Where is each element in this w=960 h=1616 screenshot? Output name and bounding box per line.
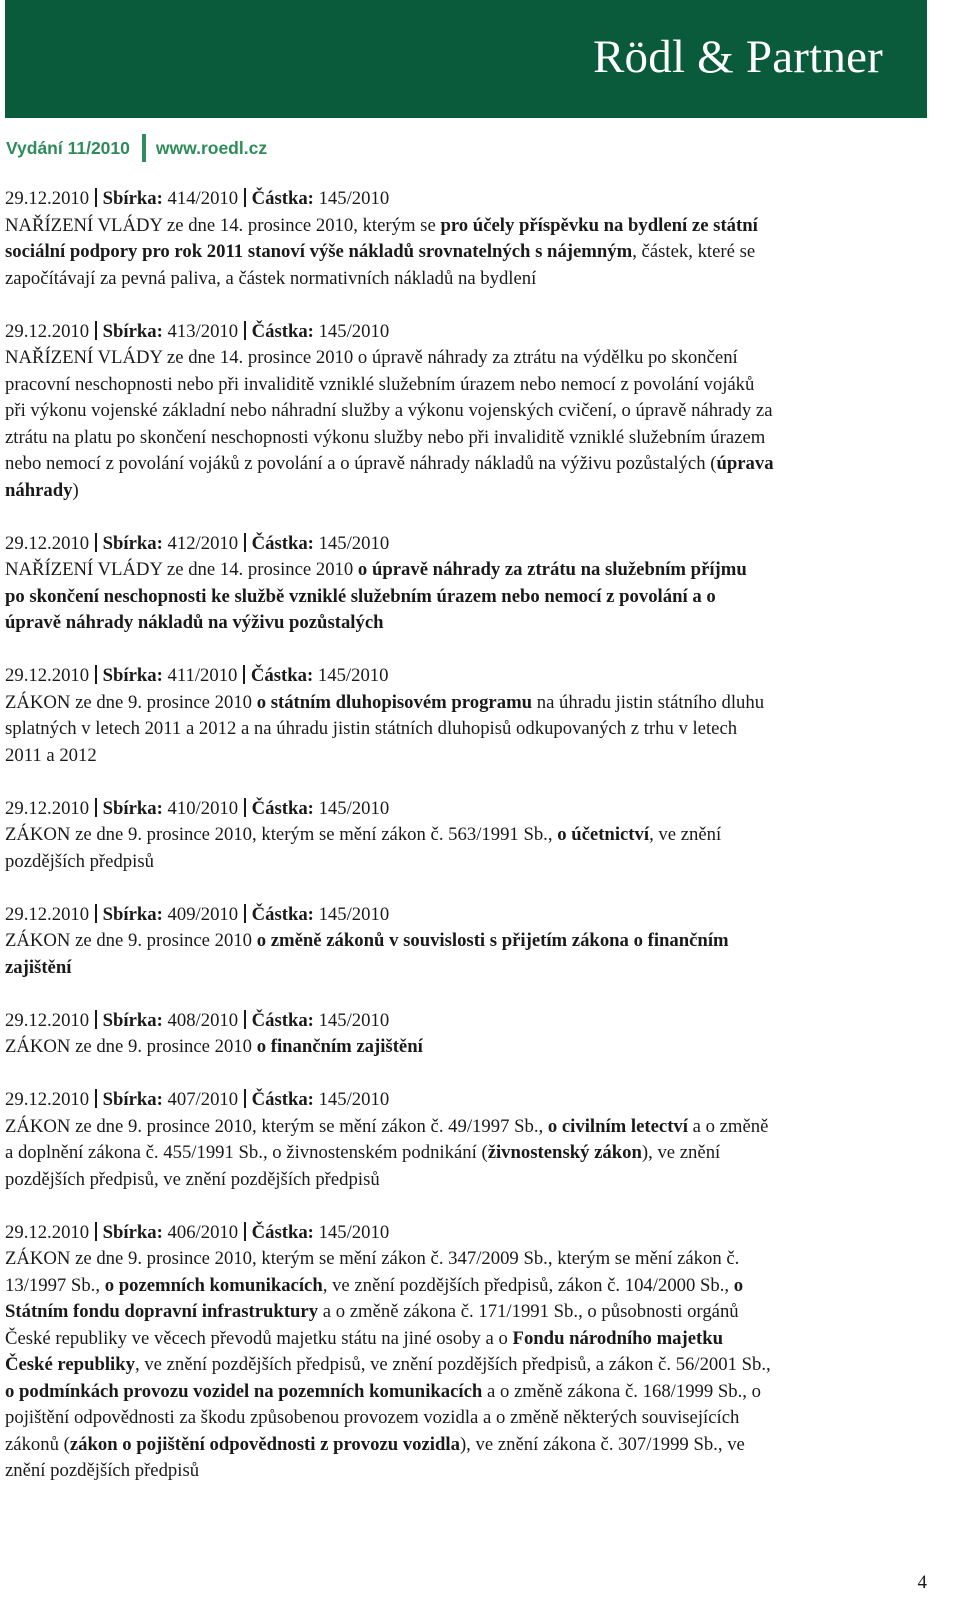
company-logo: Rödl & Partner — [593, 31, 883, 83]
entry-text-line — [5, 266, 930, 293]
entry-header — [5, 186, 930, 213]
castka-number: 145/2010 — [318, 1221, 390, 1243]
entry-text-line — [5, 1034, 930, 1061]
castka-label: Částka: — [251, 797, 314, 819]
sbirka-number: 413/2010 — [167, 320, 239, 342]
entry-text-line — [5, 1114, 930, 1141]
legislation-entry — [5, 1087, 930, 1193]
entry-text: ), ve znění — [641, 1142, 721, 1163]
entry-text: ) — [72, 479, 79, 501]
entry-text-line — [5, 345, 930, 372]
castka-number: 145/2010 — [317, 665, 389, 686]
castka-number: 145/2010 — [318, 320, 390, 342]
entry-header — [5, 663, 930, 690]
emphasized-text: o finančním zajištění — [256, 1036, 423, 1057]
emphasized-text: České republiky — [5, 1354, 135, 1375]
sbirka-label: Sbírka: — [102, 320, 163, 342]
entry-text-line — [5, 1167, 930, 1194]
emphasized-text: úprava — [716, 453, 774, 474]
entry-date: 29.12.2010 — [5, 1089, 90, 1110]
entry-text-line — [5, 822, 930, 849]
entry-text-line — [5, 1326, 930, 1353]
entry-header — [5, 1008, 930, 1035]
castka-label: Částka: — [251, 1221, 314, 1243]
header-separator — [244, 321, 246, 340]
header-separator — [244, 1222, 246, 1241]
castka-label: Částka: — [251, 532, 314, 554]
legislation-entry — [5, 796, 930, 876]
castka-label: Částka: — [251, 1009, 314, 1031]
emphasized-text: Fondu národního majetku — [512, 1327, 724, 1349]
legislation-entry — [5, 531, 930, 637]
entry-text-line — [5, 1352, 930, 1379]
entry-text: 13/1997 Sb., — [5, 1274, 105, 1296]
sbirka-label: Sbírka: — [102, 665, 163, 686]
entry-text-line — [5, 1140, 930, 1167]
entry-text: ztrátu na platu po skončení neschopnosti výkonu služby nebo při invaliditě vzniklé služebním úrazem — [5, 426, 766, 448]
entry-text: zákonů ( — [5, 1433, 70, 1455]
entry-text: na úhradu jistin státního dluhu — [532, 691, 765, 713]
emphasized-text: po skončení neschopnosti ke službě vzniklé služebním úrazem nebo nemocí z povolání a o — [5, 585, 716, 607]
header-separator — [95, 904, 97, 923]
sbirka-number: 406/2010 — [167, 1221, 239, 1243]
entry-text: ZÁKON ze dne 9. prosince 2010, kterým se mění zákon č. 347/2009 Sb., kterým se mění zákon č. — [5, 1248, 740, 1269]
entry-text: , ve znění pozdějších předpisů, zákon č. 104/2000 Sb., — [322, 1274, 734, 1296]
entry-header — [5, 319, 930, 346]
castka-number: 145/2010 — [318, 1009, 390, 1031]
header-separator — [243, 665, 245, 684]
emphasized-text: zajištění — [5, 956, 72, 978]
emphasized-text: sociální podpory pro rok 2011 stanoví výše nákladů srovnatelných s nájemným — [5, 241, 633, 262]
emphasized-text: o civilním letectví — [547, 1115, 688, 1137]
header-separator — [244, 188, 246, 207]
edition-line — [6, 133, 267, 163]
entry-text-line — [5, 584, 930, 611]
entry-text: započítávají za pevná paliva, a částek normativních nákladů na bydlení — [5, 267, 537, 289]
entry-text: ZÁKON ze dne 9. prosince 2010 — [5, 691, 257, 713]
header-separator — [244, 1010, 246, 1029]
entry-text: ), ve znění zákona č. 307/1999 Sb., ve — [459, 1433, 745, 1455]
entry-text: NAŘÍZENÍ VLÁDY ze dne 14. prosince 2010 o úpravě náhrady za ztrátu na výdělku po skončení — [5, 347, 738, 368]
entry-text: a doplnění zákona č. 455/1991 Sb., o živnostenském podnikání ( — [5, 1142, 488, 1163]
emphasized-text: o — [733, 1274, 744, 1296]
entry-header — [5, 1087, 930, 1114]
sbirka-number: 414/2010 — [167, 188, 239, 209]
entry-header — [5, 796, 930, 823]
header-separator — [95, 1222, 97, 1241]
entry-text-line — [5, 1273, 930, 1300]
sbirka-label: Sbírka: — [102, 532, 163, 554]
header-separator — [95, 665, 97, 684]
emphasized-text: úpravě náhrady nákladů na výživu pozůstalých — [5, 612, 384, 633]
entry-text: při výkonu vojenské základní nebo náhradní služby a výkonu vojenských cvičení, o úpravě náhrady za — [5, 400, 773, 421]
sbirka-number: 409/2010 — [167, 903, 239, 925]
entry-text-line — [5, 1246, 930, 1273]
emphasized-text: o změně zákonů v souvislosti s přijetím zákona o finančním — [256, 930, 729, 951]
edition-separator — [142, 134, 146, 162]
sbirka-number: 412/2010 — [167, 532, 239, 554]
entry-text: NAŘÍZENÍ VLÁDY ze dne 14. prosince 2010, kterým se — [5, 214, 441, 236]
emphasized-text: Státním fondu dopravní infrastruktury — [5, 1301, 319, 1322]
entry-text: nebo nemocí z povolání vojáků z povolání a o úpravě náhrady nákladů na výživu pozůstalých ( — [5, 453, 717, 474]
entry-text-line — [5, 1432, 930, 1459]
entry-text: , ve znění pozdějších předpisů, ve znění pozdějších předpisů, a zákon č. 56/2001 Sb., — [134, 1354, 771, 1375]
legislation-entry — [5, 902, 930, 982]
emphasized-text: zákon o pojištění odpovědnosti z provozu vozidla — [69, 1433, 460, 1455]
legislation-entry — [5, 186, 930, 292]
entry-text: , ve znění — [649, 824, 722, 845]
entry-date: 29.12.2010 — [5, 532, 90, 554]
entry-text-line — [5, 928, 930, 955]
entry-text: , částek, které se — [632, 241, 756, 262]
emphasized-text: o účetnictví — [557, 824, 650, 845]
entry-text: ZÁKON ze dne 9. prosince 2010 — [5, 930, 257, 951]
entry-text-line — [5, 849, 930, 876]
entry-text-line — [5, 239, 930, 266]
castka-label: Částka: — [251, 188, 314, 209]
header-separator — [244, 1089, 246, 1108]
entry-date: 29.12.2010 — [5, 1221, 90, 1243]
castka-number: 145/2010 — [318, 532, 390, 554]
entry-text-line — [5, 425, 930, 452]
page-number: 4 — [917, 1572, 927, 1593]
castka-label: Částka: — [250, 665, 314, 686]
entry-text: a o změně zákona č. 171/1991 Sb., o působnosti orgánů — [318, 1301, 739, 1322]
castka-label: Částka: — [251, 320, 314, 342]
emphasized-text: náhrady — [5, 479, 73, 501]
sbirka-label: Sbírka: — [102, 1221, 163, 1243]
sbirka-number: 411/2010 — [167, 665, 238, 686]
legislation-entry — [5, 319, 930, 505]
header-separator — [95, 798, 97, 817]
entry-text-line — [5, 1405, 930, 1432]
sbirka-label: Sbírka: — [102, 1009, 163, 1031]
header-separator — [95, 1010, 97, 1029]
legislation-list — [5, 186, 930, 1511]
legislation-entry — [5, 1008, 930, 1061]
entry-text: znění pozdějších předpisů — [5, 1460, 200, 1481]
entry-text-line — [5, 213, 930, 240]
entry-text: 2011 a 2012 — [5, 744, 97, 766]
castka-label: Částka: — [251, 1089, 314, 1110]
entry-header — [5, 1220, 930, 1247]
entry-text-line — [5, 478, 930, 505]
entry-text-line — [5, 372, 930, 399]
header-separator — [95, 533, 97, 552]
entry-text: splatných v letech 2011 a 2012 a na úhradu jistin státních dluhopisů odkupovaných z trhu v letech — [5, 718, 738, 739]
entry-date: 29.12.2010 — [5, 1009, 90, 1031]
entry-text: ZÁKON ze dne 9. prosince 2010, kterým se mění zákon č. 563/1991 Sb., — [5, 824, 558, 845]
emphasized-text: živnostenský zákon — [487, 1142, 642, 1163]
emphasized-text: o pozemních komunikacích — [104, 1274, 323, 1296]
entry-text-line — [5, 451, 930, 478]
edition-label: Vydání 11/2010 — [6, 137, 130, 158]
sbirka-number: 410/2010 — [167, 797, 239, 819]
header-separator — [95, 1089, 97, 1108]
entry-text: a o změně — [687, 1115, 769, 1137]
entry-text-line — [5, 716, 930, 743]
entry-text-line — [5, 1458, 930, 1485]
header-separator — [244, 904, 246, 923]
entry-text: a o změně zákona č. 168/1999 Sb., o — [482, 1380, 761, 1402]
castka-label: Částka: — [251, 903, 314, 925]
emphasized-text: pro účely příspěvku na bydlení ze státní — [440, 214, 758, 236]
entry-date: 29.12.2010 — [5, 797, 90, 819]
entry-text: ZÁKON ze dne 9. prosince 2010, kterým se mění zákon č. 49/1997 Sb., — [5, 1115, 548, 1137]
entry-text: pracovní neschopnosti nebo při invaliditě vzniklé služebním úrazem nebo nemocí z povolání vojáků — [5, 373, 755, 395]
entry-text-line — [5, 690, 930, 717]
header-separator — [244, 798, 246, 817]
entry-text: pojištění odpovědnosti za škodu způsobenou provozem vozidla a o změně některých souvisejících — [5, 1407, 740, 1428]
castka-number: 145/2010 — [318, 188, 390, 209]
castka-number: 145/2010 — [318, 903, 390, 925]
entry-text-line — [5, 743, 930, 770]
sbirka-label: Sbírka: — [102, 903, 163, 925]
sbirka-label: Sbírka: — [102, 797, 163, 819]
entry-text-line — [5, 398, 930, 425]
entry-text: pozdějších předpisů, ve znění pozdějších předpisů — [5, 1168, 380, 1190]
entry-text-line — [5, 557, 930, 584]
entry-header — [5, 531, 930, 558]
entry-text-line — [5, 955, 930, 982]
legislation-entry — [5, 1220, 930, 1485]
castka-number: 145/2010 — [318, 797, 390, 819]
entry-date: 29.12.2010 — [5, 665, 90, 686]
entry-text: České republiky ve věcech převodů majetku státu na jiné osoby a o — [5, 1327, 513, 1349]
entry-text-line — [5, 1299, 930, 1326]
entry-header — [5, 902, 930, 929]
sbirka-label: Sbírka: — [102, 1089, 163, 1110]
sbirka-number: 407/2010 — [167, 1089, 239, 1110]
castka-number: 145/2010 — [318, 1089, 390, 1110]
sbirka-label: Sbírka: — [102, 188, 163, 209]
header-banner — [5, 0, 927, 118]
header-separator — [244, 533, 246, 552]
sbirka-number: 408/2010 — [167, 1009, 239, 1031]
header-separator — [95, 188, 97, 207]
website-link[interactable]: www.roedl.cz — [155, 137, 268, 158]
emphasized-text: o podmínkách provozu vozidel na pozemních komunikacích — [5, 1380, 483, 1402]
entry-text: pozdějších předpisů — [5, 850, 154, 872]
entry-text-line — [5, 610, 930, 637]
header-separator — [95, 321, 97, 340]
entry-text-line — [5, 1379, 930, 1406]
emphasized-text: o úpravě náhrady za ztrátu na služebním příjmu — [357, 559, 747, 580]
entry-text: NAŘÍZENÍ VLÁDY ze dne 14. prosince 2010 — [5, 559, 358, 580]
entry-text: ZÁKON ze dne 9. prosince 2010 — [5, 1036, 257, 1057]
entry-date: 29.12.2010 — [5, 188, 90, 209]
emphasized-text: o státním dluhopisovém programu — [256, 691, 533, 713]
entry-date: 29.12.2010 — [5, 320, 90, 342]
legislation-entry — [5, 663, 930, 769]
entry-date: 29.12.2010 — [5, 903, 90, 925]
